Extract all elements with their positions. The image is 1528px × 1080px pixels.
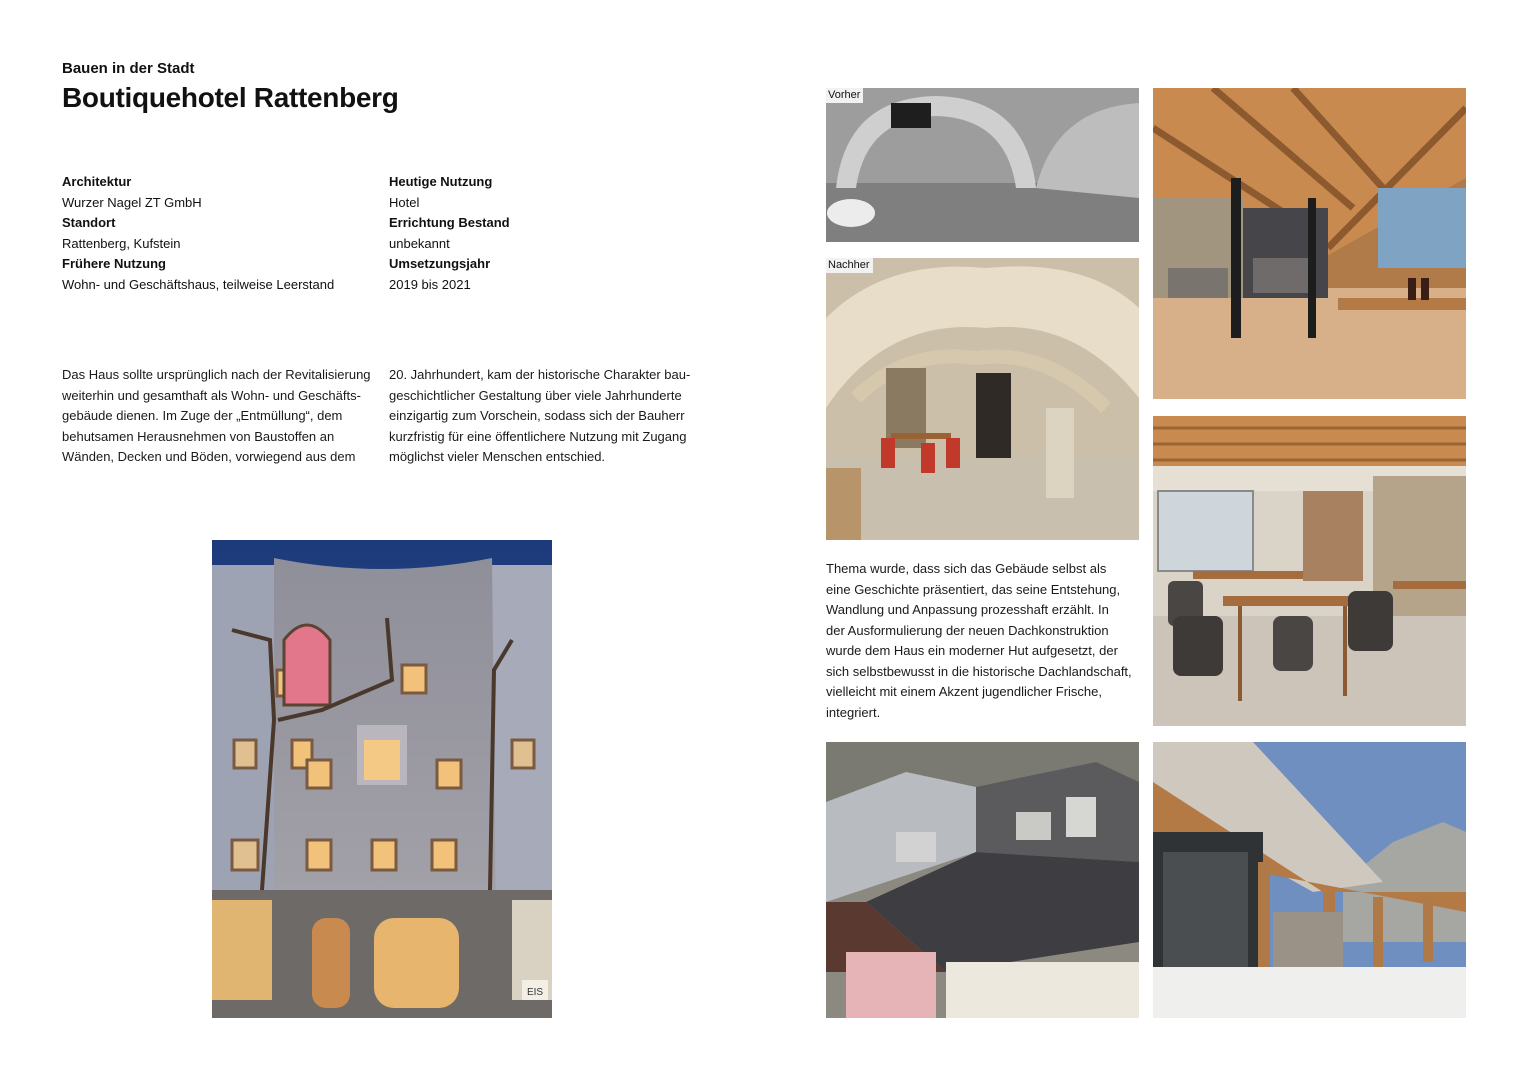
text-line: integriert. — [826, 704, 881, 720]
text-line: eine Geschichte präsentiert, das seine Entstehung, — [826, 581, 1121, 597]
page-title: Boutiquehotel Rattenberg — [62, 82, 399, 113]
fact-value: Hotel — [389, 194, 420, 210]
fact-value: 2019 bis 2021 — [389, 276, 471, 292]
fact-label: Frühere Nutzung — [62, 256, 166, 271]
fact-label: Heutige Nutzung — [389, 174, 493, 189]
text-line: geschichtlicher Gestaltung über viele Jahrhunderte — [389, 387, 682, 403]
facts-left — [62, 172, 334, 295]
attic-lounge-photo — [1153, 88, 1466, 399]
text-line: Thema wurde, dass sich das Gebäude selbst als — [826, 561, 1107, 576]
facade-sign: EIS — [526, 987, 544, 998]
dining-room-photo — [1153, 416, 1466, 726]
fact-value: Rattenberg, Kufstein — [62, 235, 181, 251]
fact-value: Wohn- und Geschäftshaus, teilweise Leerstand — [62, 276, 335, 292]
fact-value: unbekannt — [389, 235, 450, 251]
text-line: vielleicht mit einem Akzent jugendlicher Frische, — [826, 684, 1103, 699]
text-line: sich selbstbewusst in die historische Dachlandschaft, — [826, 663, 1132, 679]
rooftops-photo — [826, 742, 1139, 1018]
body-text-column-3 — [826, 559, 1141, 723]
text-line: möglichst vieler Menschen entschied. — [389, 449, 606, 464]
text-line: behutsamen Herausnehmen von Baustoffen an — [62, 428, 335, 444]
text-line: der Ausformulierung der neuen Dachkonstruktion — [826, 622, 1109, 638]
text-line: Wandlung und Anpassung prozesshaft erzählt. In — [826, 602, 1109, 617]
section-label: Bauen in der Stadt — [62, 60, 195, 77]
fact-label: Standort — [62, 215, 116, 230]
text-line: 20. Jahrhundert, kam der historische Charakter bau- — [389, 367, 691, 382]
text-line: Das Haus sollte ursprünglich nach der Revitalisierung — [62, 367, 371, 382]
facade-photo — [212, 540, 552, 1018]
facts-right — [389, 172, 510, 295]
text-line: kurzfristig für eine öffentlichere Nutzung mit Zugang — [389, 428, 687, 444]
fact-label: Errichtung Bestand — [389, 215, 510, 230]
terrace-photo — [1153, 742, 1466, 1018]
after-vault-photo — [826, 258, 1139, 540]
text-line: wurde dem Haus ein moderner Hut aufgesetzt, der — [826, 643, 1118, 658]
fact-label: Architektur — [62, 174, 132, 189]
text-line: einzigartig zum Vorschein, sodass sich der Bauherr — [389, 408, 685, 423]
text-line: Wänden, Decken und Böden, vorwiegend aus dem — [62, 449, 356, 464]
before-vault-photo — [826, 88, 1139, 242]
text-line: gebäude dienen. Im Zuge der „Entmüllung“, dem — [62, 408, 343, 423]
before-label: Vorher — [826, 88, 863, 103]
after-label: Nachher — [826, 258, 873, 273]
fact-value: Wurzer Nagel ZT GmbH — [62, 194, 202, 210]
body-text-column-1 — [62, 365, 382, 468]
fact-label: Umsetzungsjahr — [389, 256, 491, 271]
text-line: weiterhin und gesamthaft als Wohn- und Geschäfts- — [62, 387, 361, 403]
body-text-column-2 — [389, 365, 719, 468]
